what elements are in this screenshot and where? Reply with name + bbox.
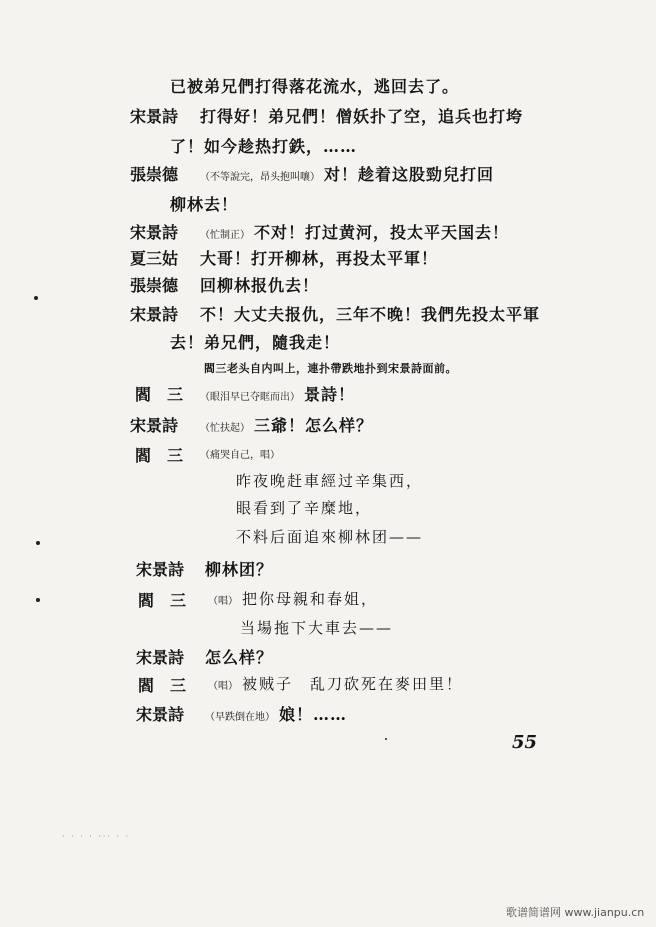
song-lyric: 当場拖下大車去——	[240, 619, 394, 637]
song-lyric-body: 被贼子 乱刀砍死在麥田里！	[242, 675, 464, 693]
song-lyric	[208, 588, 378, 609]
song-lyric: 不料后面追來柳林团——	[236, 528, 424, 546]
song-lyric-body: 把你母親和春姐，	[242, 590, 379, 608]
dialogue-text	[200, 220, 509, 243]
dialogue-text: 已被弟兄們打得落花流水，逃回去了。	[170, 77, 460, 96]
dialogue-text	[200, 382, 355, 405]
dialogue-text-body: 不对！打过黄河，投太平天国去！	[254, 223, 510, 242]
speaker-name: 張崇德	[130, 276, 179, 295]
stage-direction: （忙扶起）	[200, 423, 250, 434]
dialogue-text: 了！如今趁热打鉄，……	[170, 137, 358, 156]
stage-direction: （眼泪早已夺眶而出）	[200, 392, 300, 403]
dialogue-text	[200, 413, 373, 436]
stage-direction: （唱）	[208, 596, 238, 607]
dialogue-text: 柳林去！	[170, 195, 239, 214]
dialogue-text: 去！弟兄們，隨我走！	[170, 333, 341, 352]
dialogue-text: 大哥！打开柳林，再投太平軍！	[200, 249, 439, 268]
speaker-name: 張崇德	[130, 165, 179, 184]
stage-direction-line: 閻三老头自内叫上，連扑帶跌地扑到宋景詩面前。	[204, 362, 457, 375]
speaker-name: 閻 三	[138, 591, 187, 610]
dialogue-text-body: 景詩！	[304, 385, 356, 404]
dialogue-text: 不！大丈夫报仇，三年不晚！我們先投太平軍	[200, 305, 541, 324]
watermark: 歌谱简谱网 www.jianpu.cn	[506, 906, 645, 919]
speaker-name: 宋景詩	[136, 705, 185, 724]
stage-direction: （忙制正）	[200, 230, 250, 241]
dialogue-text	[205, 702, 347, 725]
speaker-name: 夏三姑	[130, 249, 179, 268]
speaker-name: 宋景詩	[130, 305, 179, 324]
scan-speck	[385, 738, 387, 740]
speaker-name: 閻 三	[138, 676, 187, 695]
speaker-name: 宋景詩	[130, 107, 179, 126]
dialogue-text	[200, 162, 494, 185]
scan-speck	[36, 541, 40, 545]
dialogue-text: 打得好！弟兄們！僧妖扑了空，追兵也打垮	[200, 107, 524, 126]
dialogue-text-body: 娘！……	[279, 705, 348, 724]
speaker-name: 宋景詩	[136, 648, 185, 667]
dialogue-text: 柳林团？	[205, 560, 274, 579]
stage-direction: （痛哭自己，唱）	[200, 450, 280, 461]
dialogue-text	[200, 443, 284, 462]
dialogue-text: 回柳林报仇去！	[200, 276, 320, 295]
speaker-name: 閻 三	[135, 446, 184, 465]
dialogue-text: 怎么样？	[205, 648, 274, 667]
dialogue-text-body: 对！趁着这股勁兒打回	[324, 165, 495, 184]
scan-speck	[36, 598, 40, 602]
page-number: 55	[512, 732, 538, 753]
stage-direction: （不等說完，昂头抱叫嚷）	[200, 172, 320, 183]
song-lyric	[208, 673, 463, 694]
stage-direction: （早跌倒在地）	[205, 712, 275, 723]
dialogue-text-body: 三爺！怎么样？	[254, 416, 374, 435]
speaker-name: 宋景詩	[136, 560, 185, 579]
song-lyric: 昨夜晚赶車經过辛集西，	[236, 472, 424, 490]
speaker-name: 宋景詩	[130, 223, 179, 242]
stage-direction: （唱）	[208, 681, 238, 692]
scan-speck	[34, 296, 38, 300]
song-lyric: 眼看到了辛糜地，	[236, 499, 373, 517]
speaker-name: 閻 三	[135, 385, 184, 404]
speaker-name: 宋景詩	[130, 416, 179, 435]
scan-smudge: · · · · ··· · ·	[62, 832, 131, 841]
